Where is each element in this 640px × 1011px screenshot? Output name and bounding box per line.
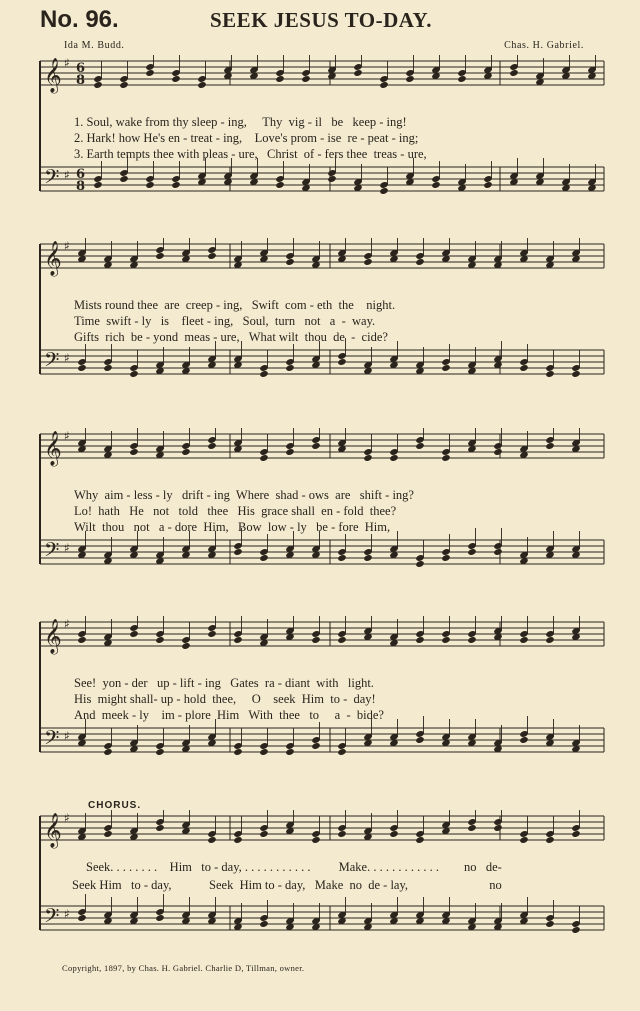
note-head — [311, 836, 320, 844]
note-head — [467, 548, 476, 556]
note-head — [275, 181, 284, 189]
note-head — [519, 636, 528, 644]
treble-clef-icon: 𝄞 — [44, 431, 62, 466]
note-head — [103, 364, 112, 372]
note-head — [259, 370, 268, 378]
note-head — [311, 442, 320, 450]
note-head — [441, 454, 450, 462]
note-head — [337, 636, 346, 644]
note-head — [259, 830, 268, 838]
note-head — [405, 75, 414, 83]
note-head — [301, 75, 310, 83]
composer: Chas. H. Gabriel. — [504, 40, 584, 51]
note-head — [363, 454, 372, 462]
note-head — [155, 914, 164, 922]
note-head — [77, 636, 86, 644]
note-head — [155, 636, 164, 644]
note-head — [545, 836, 554, 844]
note-head — [103, 748, 112, 756]
lyricist: Ida M. Budd. — [64, 40, 125, 51]
note-head — [415, 442, 424, 450]
lyric-verse-2: Time swift - ly is fleet - ing, Soul, turn not a - way. — [74, 314, 376, 328]
lyric-verse-1: 1. Soul, wake from thy sleep - ing, Thy vig - il be keep - ing! — [74, 115, 407, 129]
sharp-icon: ♯ — [64, 541, 70, 555]
note-head — [207, 630, 216, 638]
time-signature-digit: 8 — [76, 73, 86, 88]
note-head — [519, 736, 528, 744]
note-head — [145, 69, 154, 77]
sharp-icon: ♯ — [64, 811, 70, 825]
note-head — [431, 181, 440, 189]
note-head — [129, 448, 138, 456]
note-head — [285, 748, 294, 756]
note-head — [379, 81, 388, 89]
lyric-verse-3: 3. Earth tempts thee with pleas - ure, Christ of - fers thee treas - ure, — [74, 147, 427, 161]
note-head — [545, 442, 554, 450]
note-head — [337, 748, 346, 756]
note-head — [285, 448, 294, 456]
bass-clef-icon: 𝄢 — [44, 165, 60, 193]
copyright-notice: Copyright, 1897, by Chas. H. Gabriel. Charlie D, Tillman, owner. — [62, 963, 305, 973]
note-head — [571, 370, 580, 378]
note-head — [337, 358, 346, 366]
treble-clef-icon: 𝄞 — [44, 619, 62, 654]
lyric-verse-2: Lo! hath He not told thee His grace shall en - fold thee? — [74, 504, 397, 518]
note-head — [171, 75, 180, 83]
note-head — [571, 830, 580, 838]
note-head — [285, 364, 294, 372]
bass-clef-icon: 𝄢 — [44, 538, 60, 566]
note-head — [571, 926, 580, 934]
lyric-verse-1: See! yon - der up - lift - ing Gates ra - diant with light. — [74, 676, 374, 690]
sharp-icon: ♯ — [64, 729, 70, 743]
time-signature-digit: 6 — [76, 61, 86, 76]
treble-clef-icon: 𝄞 — [44, 58, 62, 93]
note-head — [493, 448, 502, 456]
note-head — [337, 554, 346, 562]
sharp-icon: ♯ — [64, 239, 70, 253]
note-head — [171, 181, 180, 189]
note-head — [441, 554, 450, 562]
note-head — [493, 548, 502, 556]
music-system-3 — [0, 428, 640, 588]
note-head — [233, 748, 242, 756]
note-head — [441, 636, 450, 644]
note-head — [415, 560, 424, 568]
note-head — [285, 258, 294, 266]
time-signature-digit: 6 — [76, 167, 86, 182]
lyric-verse-3: And meek - ly im - plore Him With thee to a - bide? — [74, 708, 384, 722]
note-head — [103, 830, 112, 838]
sharp-icon: ♯ — [64, 351, 70, 365]
note-head — [457, 75, 466, 83]
note-head — [415, 258, 424, 266]
lyric-verse-3: Wilt thou not a - dore Him, Bow low - ly be - fore Him, — [74, 520, 391, 534]
music-system-4 — [0, 616, 640, 776]
bass-clef-icon: 𝄢 — [44, 726, 60, 754]
lyric-verse-3: Gifts rich be - yond meas - ure, What wilt thou de - cide? — [74, 330, 388, 344]
note-head — [415, 836, 424, 844]
note-head — [415, 636, 424, 644]
note-head — [467, 824, 476, 832]
note-head — [233, 636, 242, 644]
lyric-verse-1: Why aim - less - ly drift - ing Where shad - ows are shift - ing? — [74, 488, 414, 502]
chorus-lyric-soprano: Seek. . . . . . . . Him to - day, . . . . . . . . . . . Make. . . . . . . . . . . . no de- — [86, 860, 502, 874]
lyric-verse-1: Mists round thee are creep - ing, Swift com - eth the night. — [74, 298, 396, 312]
note-head — [545, 370, 554, 378]
note-head — [233, 548, 242, 556]
note-head — [483, 181, 492, 189]
note-head — [259, 454, 268, 462]
note-head — [181, 642, 190, 650]
sharp-icon: ♯ — [64, 617, 70, 631]
note-head — [415, 736, 424, 744]
note-head — [363, 258, 372, 266]
note-head — [337, 830, 346, 838]
music-system-chorus — [0, 810, 640, 960]
chorus-label: CHORUS. — [88, 800, 142, 811]
note-head — [129, 370, 138, 378]
sharp-icon: ♯ — [64, 907, 70, 921]
note-head — [311, 636, 320, 644]
note-head — [311, 742, 320, 750]
treble-clef-icon: 𝄞 — [44, 813, 62, 848]
music-system-2 — [0, 238, 640, 398]
note-head — [275, 75, 284, 83]
note-head — [379, 187, 388, 195]
sharp-icon: ♯ — [64, 168, 70, 182]
note-head — [467, 636, 476, 644]
note-head — [259, 554, 268, 562]
note-head — [207, 836, 216, 844]
note-head — [77, 364, 86, 372]
note-head — [509, 69, 518, 77]
note-head — [155, 748, 164, 756]
note-head — [519, 836, 528, 844]
hymn-title: SEEK JESUS TO-DAY. — [210, 8, 433, 32]
note-head — [77, 914, 86, 922]
note-head — [233, 836, 242, 844]
note-head — [545, 920, 554, 928]
note-head — [119, 175, 128, 183]
note-head — [207, 252, 216, 260]
note-head — [493, 824, 502, 832]
note-head — [145, 181, 154, 189]
sharp-icon: ♯ — [64, 56, 70, 70]
bass-clef-icon: 𝄢 — [44, 904, 60, 932]
note-head — [545, 636, 554, 644]
note-head — [207, 442, 216, 450]
note-head — [197, 81, 206, 89]
note-head — [259, 920, 268, 928]
treble-clef-icon: 𝄞 — [44, 241, 62, 276]
bass-clef-icon: 𝄢 — [44, 348, 60, 376]
music-system-1 — [0, 55, 640, 215]
chorus-lyric-bass: Seek Him to - day, Seek Him to - day, Make no de - lay, no — [72, 878, 502, 892]
sharp-icon: ♯ — [64, 429, 70, 443]
note-head — [119, 81, 128, 89]
note-head — [519, 364, 528, 372]
time-signature-digit: 8 — [76, 179, 86, 194]
note-head — [155, 252, 164, 260]
note-head — [129, 630, 138, 638]
note-head — [389, 830, 398, 838]
note-head — [93, 81, 102, 89]
note-head — [353, 69, 362, 77]
note-head — [327, 175, 336, 183]
lyric-verse-2: His might shall- up - hold thee, O seek Him to - day! — [74, 692, 376, 706]
header — [0, 6, 640, 38]
note-head — [259, 748, 268, 756]
note-head — [363, 554, 372, 562]
note-head — [93, 181, 102, 189]
hymn-number: No. 96. — [40, 6, 119, 33]
note-head — [181, 448, 190, 456]
note-head — [441, 364, 450, 372]
lyric-verse-2: 2. Hark! how He's en - treat - ing, Love's prom - ise re - peat - ing; — [74, 131, 419, 145]
note-head — [155, 824, 164, 832]
note-head — [389, 454, 398, 462]
